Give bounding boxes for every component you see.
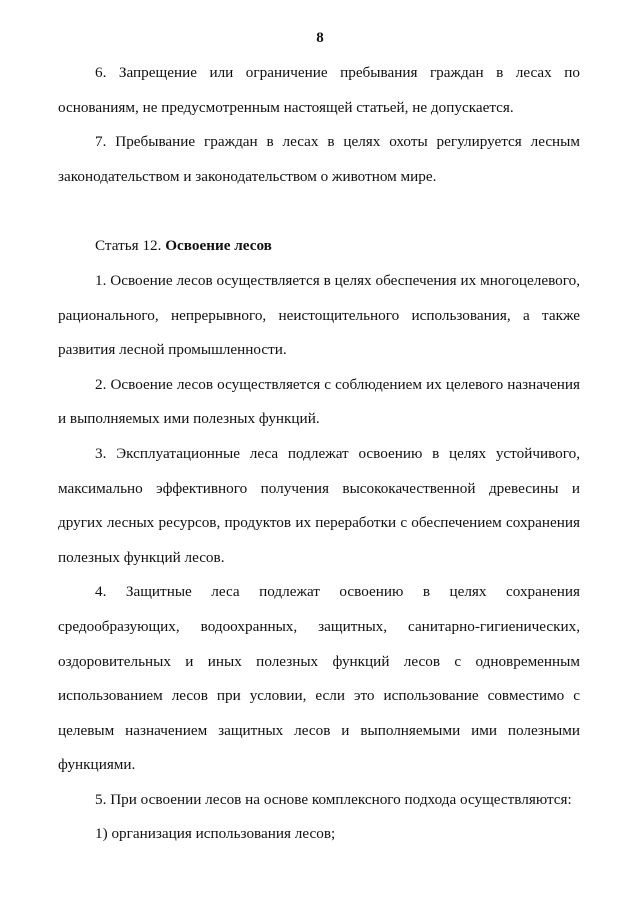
article-12-paragraph-4: 4. Защитные леса подлежат освоению в целях сохранения средообразующих, водоохранных, защитных, санитарно-гигиенических, оздоровительных и иных полезных функций лесов с одновременным использованием лесов при условии, если это использование совместимо с целевым назначением защитных лесов и выполняемыми ими полезными функциями.: [58, 583, 580, 774]
article-label: Статья 12.: [95, 237, 162, 255]
article-12-paragraph-3: 3. Эксплуатационные леса подлежат освоению в целях устойчивого, максимально эффективного получения высококачественной древесины и других лесных ресурсов, продуктов их переработки с обеспечением сохранения полезных функций лесов.: [58, 444, 580, 566]
paragraph-7: 7. Пребывание граждан в лесах в целях охоты регулируется лесным законодательством и законодательством о животном мире.: [58, 133, 580, 185]
page-number: 8: [316, 30, 324, 46]
document-body: [58, 56, 580, 852]
paragraph-6: 6. Запрещение или ограничение пребывания граждан в лесах по основаниям, не предусмотренным настоящей статьей, не допускается.: [58, 64, 580, 116]
article-heading: [58, 229, 580, 264]
article-12-paragraph-2: 2. Освоение лесов осуществляется с соблюдением их целевого назначения и выполняемых ими полезных функций.: [58, 375, 580, 428]
article-12-paragraph-1: 1. Освоение лесов осуществляется в целях обеспечения их многоцелевого, рационального, непрерывного, неистощительного использования, а также развития лесной промышленности.: [58, 271, 580, 359]
article-12-item-1: 1) организация использования лесов;: [95, 825, 336, 843]
article-12-paragraph-5: 5. При освоении лесов на основе комплексного подхода осуществляются:: [95, 790, 572, 808]
article-title: Освоение лесов: [165, 237, 272, 255]
